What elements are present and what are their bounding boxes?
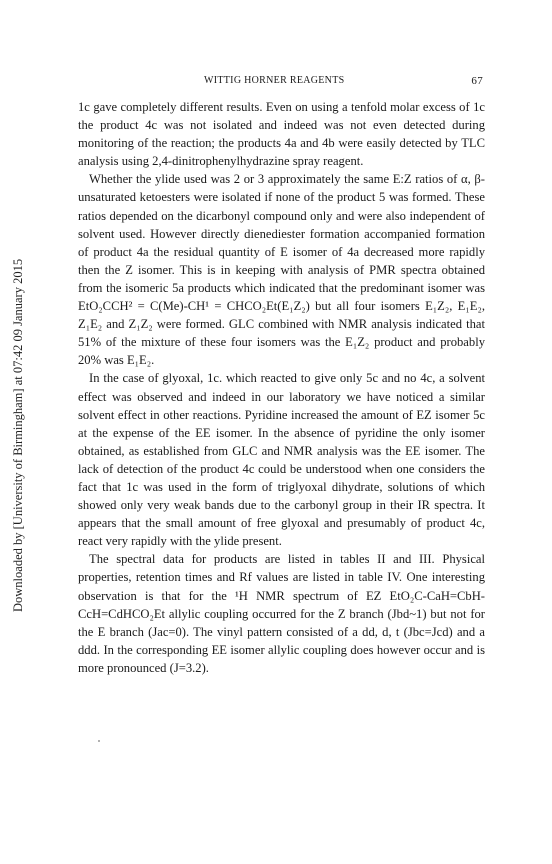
body-text [78,98,485,677]
paragraph-4: The spectral data for products are listed in tables II and III. Physical properties, retention times and Rf values are listed in table IV. One interesting observation is that for the ¹H NMR spectrum of EZ EtO₂C-CaH=CbH-CcH=CdHCO₂Et allylic coupling occurred for the Z branch (Jbd~1) but not for the E branch (Jac=0). The vinyl pattern consisted of a dd, d, t (Jbc=Jcd) and a ddd. In the corresponding EE isomer allylic coupling does however occur and is more pronounced (J=3.2). [78,552,485,675]
page-number: 67 [471,75,483,87]
paragraph-1: 1c gave completely different results. Even on using a tenfold molar excess of 1c the product 4c was not isolated and indeed was not even detected during monitoring of the reaction; the products 4a and 4b were easily detected by TLC analysis using 2,4-dinitrophenylhydrazine spray reagent. [78,100,485,169]
paragraph-2: Whether the ylide used was 2 or 3 approximately the same E:Z ratios of α, β-unsaturated ketoesters were isolated if none of the product 5 was formed. These ratios depended on the dicarbonyl compound only and were also independent of solvent used. However directly dienediester formation accompanied formation of product 4a the residual quantity of E isomer of 4a decreased more rapidly then the Z isomer. This is in keeping with analysis of PMR spectra obtained from the isomeric 5a products which indicated that the predominant isomer was EtO₂CCH² = C(Me)-CH¹ = CHCO₂Et(E₁Z₂) but all four isomers E₁Z₂, E₁E₂, Z₁E₂ and Z₁Z₂ were formed. GLC combined with NMR analysis indicated that 51% of the mixture of these four isomers was the E₁Z₂ product and probably 20% was E₁E₂. [78,172,485,368]
running-title: WITTIG HORNER REAGENTS [204,75,345,86]
running-header [78,75,483,91]
scan-speck [98,740,100,742]
download-watermark: Downloaded by [University of Birmingham] at 07:42 09 January 2015 [11,258,25,612]
paragraph-3: In the case of glyoxal, 1c. which reacted to give only 5c and no 4c, a solvent effect was observed and indeed in our laboratory we have noticed a similar solvent effect in other reactions. Pyridine increased the amount of EZ isomer 5c at the expense of the EE isomer. In the absence of pyridine the only isomer obtained, as established from GLC and NMR analysis was the EE isomer. The lack of detection of the product 4c could be understood when one considers the fact that 1c was used in the form of triglyoxal dihydrate, solutions of which showed only very weak bands due to the carbonyl group in their IR spectra. It appears that the small amount of free glyoxal and presumably of product 4c, react very rapidly with the ylide present. [78,371,485,549]
